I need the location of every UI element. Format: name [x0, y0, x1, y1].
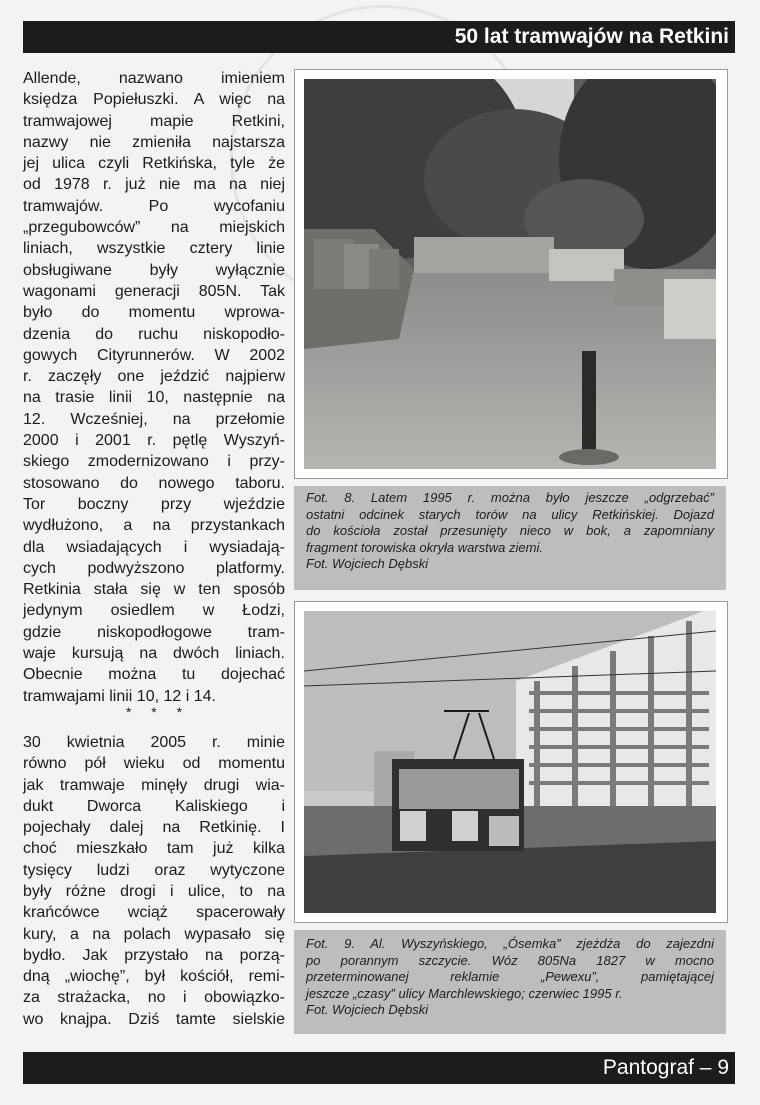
caption-line: do kościoła został przesunięty nieco w bok, a zapomniany [306, 523, 714, 539]
text-line: jedynym osiedlem w Łodzi, [23, 602, 285, 620]
text-line: jej ulica czyli Retkińska, tyle że [23, 155, 285, 173]
text-line: 12. Wcześniej, na przełomie [23, 410, 285, 428]
text-line: równo pół wieku od momentu [23, 755, 285, 773]
page-title: 50 lat tramwajów na Retkini [454, 25, 729, 48]
caption-line: po porannym szczycie. Wóz 805Na 1827 w mocno [306, 952, 714, 968]
text-line: choć mieszkało tam już kilka [23, 840, 285, 858]
caption-line: jeszcze „czasy” ulicy Marchlewskiego; czerwiec 1995 r. [306, 985, 623, 1001]
text-line: za strażacka, no i obowiązko- [23, 989, 285, 1007]
text-line: było do momentu wprowa- [23, 304, 285, 322]
text-line: Retkinia stała się w ten sposób [23, 581, 285, 599]
text-line: 30 kwietnia 2005 r. minie [23, 733, 285, 751]
text-line: Allende, nazwano imieniem [23, 70, 285, 87]
text-line: księdza Popiełuszki. A więc na [23, 91, 285, 109]
text-line: nazwy nie zmieniła najstarsza [23, 133, 285, 151]
caption-line: Fot. Wojciech Dębski [306, 1002, 429, 1018]
text-line: wagonami generacji 805N. Tak [23, 282, 285, 300]
caption-line: przeterminowanej reklamie „Pewexu”, pamiętającej [306, 969, 714, 985]
text-line: wydłużono, a na przystankach [23, 517, 285, 535]
section-separator: * * * [125, 703, 191, 720]
photo-8-caption [294, 486, 726, 590]
text-line: dla wsiadających i wysiadają- [23, 538, 285, 556]
text-line: Obecnie można tu dojechać [23, 666, 285, 684]
text-line: kury, a na polach wypasało się [23, 925, 285, 943]
text-line: od 1978 r. już nie ma na niej [23, 176, 285, 194]
article-text [23, 68, 285, 1030]
text-line: tramwajami linii 10, 12 i 14. [23, 687, 216, 705]
text-line: Tor boczny przy wjeździe [23, 495, 285, 513]
text-line: gdzie niskopodłogowe tram- [23, 623, 285, 641]
text-line: bydło. Jak przystało na porzą- [23, 946, 285, 964]
photo-9 [304, 611, 716, 913]
text-line: „przegubowców” na miejskich [23, 219, 285, 237]
caption-line: ostatni odcinek starych torów na ulicy Retkińskiej. Dojazd [306, 506, 714, 522]
page-header [23, 21, 735, 53]
page-number: Pantograf – 9 [602, 1056, 729, 1079]
photo-frame-8 [294, 69, 728, 479]
text-line: r. zaczęły one jeździć najpierw [23, 368, 285, 386]
text-line: skiego zmodernizowano i przy- [23, 453, 285, 471]
caption-line: Fot. 9. Al. Wyszyńskiego, „Ósemka” zjeżdża do zajezdni [306, 936, 714, 951]
text-line: były różne drogi i ulice, to na [23, 882, 285, 900]
text-line: waje kursują na dwóch liniach. [23, 645, 285, 663]
text-line: cych podwyższono platformy. [23, 559, 285, 577]
text-line: stosowano do nowego taboru. [23, 474, 285, 492]
text-line: tysięcy ludzi oraz wytyczone [23, 861, 285, 879]
text-line: pojechały dalej na Retkinię. I [23, 819, 285, 837]
text-line: tramwajowej mapie Retkini, [23, 112, 285, 130]
caption-line: Fot. 8. Latem 1995 r. można było jeszcze „odgrzebać” [306, 490, 714, 505]
photo-frame-9 [294, 601, 728, 923]
text-line: tramwajów. Po wycofaniu [23, 197, 285, 215]
text-line: liniach, wszystkie cztery linie [23, 240, 285, 258]
text-line: dukt Dworca Kaliskiego i [23, 797, 285, 815]
text-line: jak tramwaje minęły drugi wia- [23, 776, 285, 794]
text-line: obsługiwane były wyłącznie [23, 261, 285, 279]
page-footer [23, 1052, 735, 1084]
photo-8 [304, 79, 716, 469]
caption-line: Fot. Wojciech Dębski [306, 556, 429, 572]
text-line: gowych Cityrunnerów. W 2002 [23, 346, 285, 364]
photo-9-caption [294, 930, 726, 1034]
text-line: wo knajpa. Dziś tamte sielskie [23, 1010, 285, 1028]
text-line: krańcówce wciąż spacerowały [23, 904, 285, 922]
text-line: dną „wiochę”, był kościół, remi- [23, 968, 285, 986]
text-line: dzenia do ruchu niskopodło- [23, 325, 285, 343]
text-line: 2000 i 2001 r. pętlę Wyszyń- [23, 432, 285, 450]
text-line: na trasie linii 10, następnie na [23, 389, 285, 407]
caption-line: fragment torowiska okryła warstwa ziemi. [306, 539, 543, 555]
